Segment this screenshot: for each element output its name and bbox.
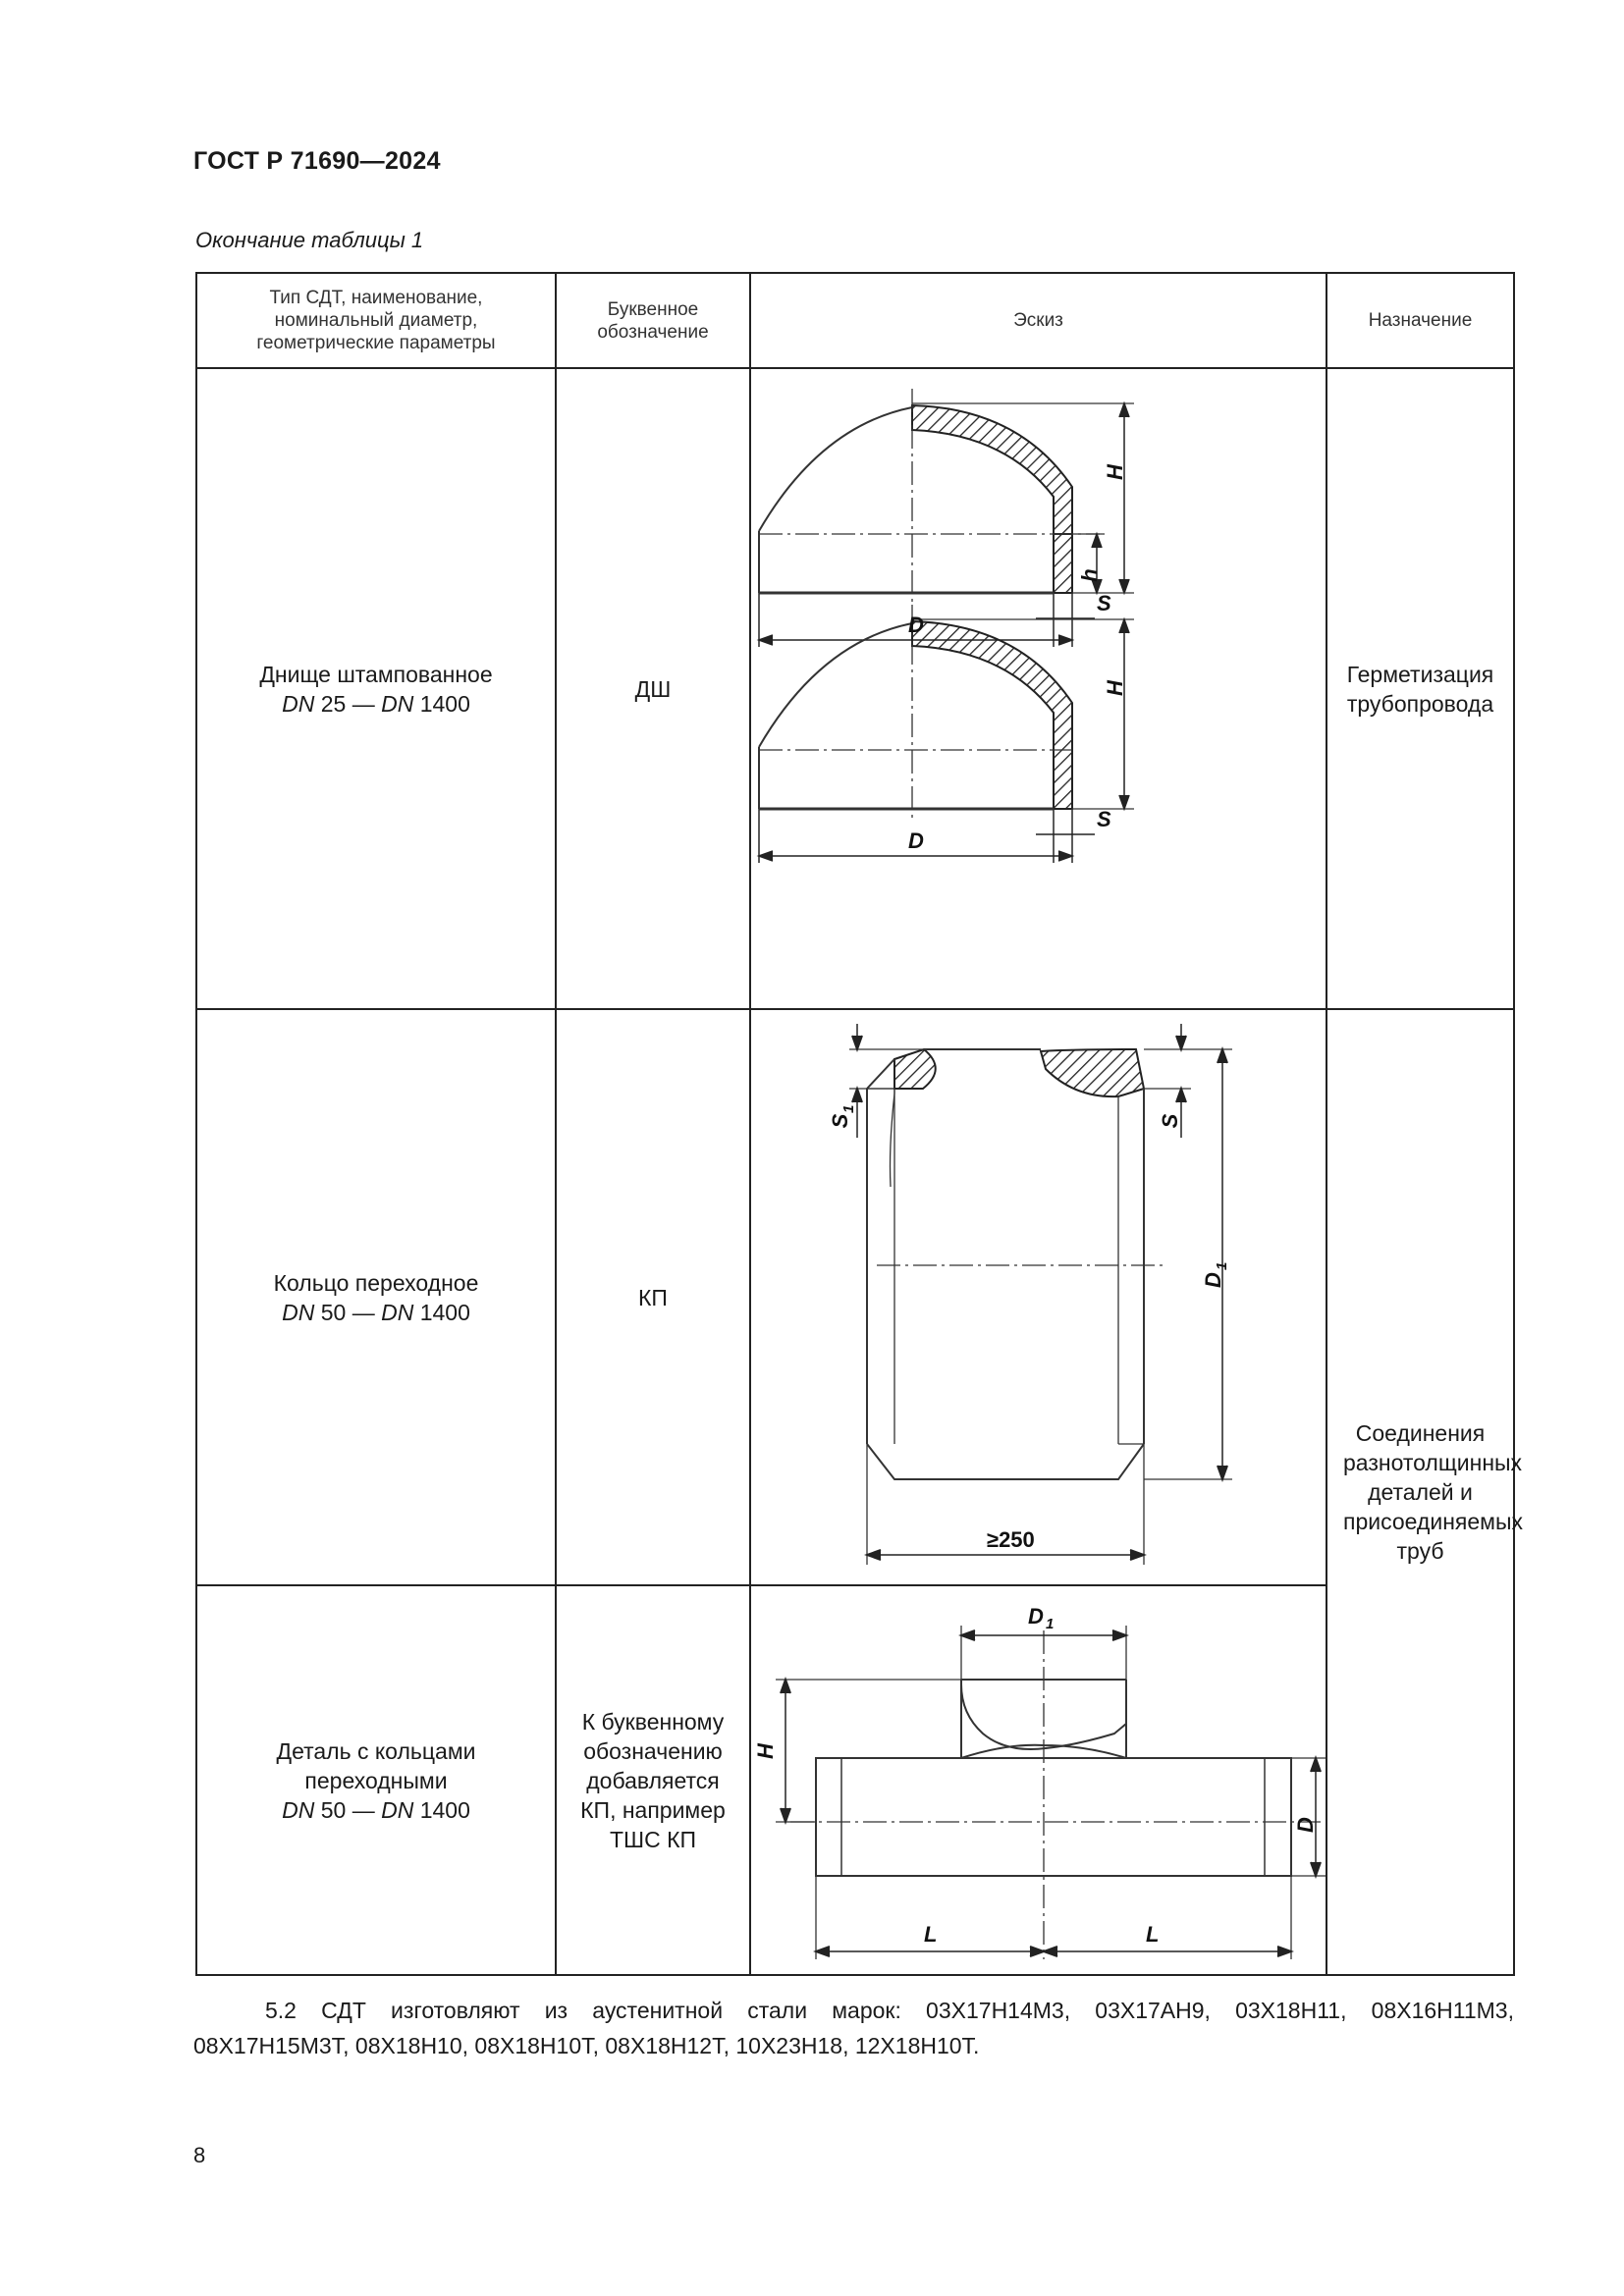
type-name: Деталь с кольцами переходными [276, 1737, 476, 1793]
ring-sketch [751, 1010, 1327, 1584]
table-row [196, 1009, 1514, 1585]
document-header: ГОСТ Р 71690—2024 [193, 147, 441, 175]
cap-drawing-1 [759, 389, 1134, 647]
svg-text:D: D [1028, 1604, 1044, 1629]
dn-range: DN 25 — DN 1400 [282, 690, 470, 717]
type-cell [196, 368, 556, 1009]
label-H: H [753, 1743, 778, 1759]
svg-text:S: S [828, 1113, 852, 1129]
label-D1 [1201, 1262, 1230, 1288]
table-row [196, 368, 1514, 1009]
type-cell [196, 1009, 556, 1585]
label-S-2: S [1097, 807, 1111, 831]
label-D: D [908, 613, 924, 637]
svg-text:1: 1 [1214, 1261, 1230, 1270]
sketch-cell [750, 1009, 1326, 1585]
col-header-purpose: Назначение [1326, 273, 1514, 368]
body-paragraph [193, 1993, 1514, 2063]
code-cell: КП [556, 1009, 750, 1585]
label-L-left: L [924, 1922, 938, 1947]
code-cell: ДШ [556, 368, 750, 1009]
label-L-right: L [1146, 1922, 1160, 1947]
col-header-type: Тип СДТ, наименование, номинальный диаметр, геометрические параметры [196, 273, 556, 368]
page-number: 8 [193, 2143, 206, 2167]
type-name: Днище штампованное [259, 661, 493, 687]
label-D-2: D [908, 828, 924, 853]
label-D: D [1293, 1817, 1318, 1833]
label-H-2: H [1103, 680, 1127, 696]
purpose-cell: Герметизация трубопровода [1326, 368, 1514, 1009]
table-caption: Окончание таблицы 1 [195, 228, 424, 252]
sketch-cell [750, 368, 1326, 1009]
paragraph-line-1: 5.2 СДТ изготовляют из аустенитной стали марок: 03Х17Н14М3, 03Х17АН9, 03Х18Н11, 08Х16Н11М3, [265, 1998, 1514, 2023]
label-S1 [828, 1105, 857, 1129]
spec-table [195, 272, 1523, 1976]
type-cell [196, 1585, 556, 1975]
cap-sketch [751, 369, 1327, 1008]
label-D1 [1028, 1604, 1054, 1632]
type-name: Кольцо переходное [273, 1269, 479, 1296]
code-cell: К буквенному обозначению добавляется КП, например ТШС КП [556, 1585, 750, 1975]
purpose-cell-shared: Соединения разнотолщинных деталей и присоединяемых труб [1326, 1009, 1514, 1975]
table-header-row [196, 273, 1514, 368]
col-header-sketch: Эскиз [750, 273, 1326, 368]
sketch-cell [750, 1585, 1326, 1975]
label-S: S [1158, 1113, 1182, 1129]
tee-sketch [751, 1586, 1327, 1974]
svg-text:D: D [1201, 1272, 1225, 1288]
paragraph-line-2: 08Х17Н15М3Т, 08Х18Н10, 08Х18Н10Т, 08Х18Н12Т, 10Х23Н18, 12Х18Н10Т. [193, 2033, 980, 2058]
label-min-length: ≥250 [987, 1527, 1035, 1552]
label-h: h [1077, 568, 1102, 582]
svg-text:1: 1 [840, 1104, 857, 1113]
table-row [196, 1585, 1514, 1975]
dn-range: DN 50 — DN 1400 [282, 1299, 470, 1325]
cap-drawing-2 [759, 605, 1134, 863]
dn-range: DN 50 — DN 1400 [282, 1796, 470, 1823]
svg-text:1: 1 [1046, 1616, 1055, 1632]
label-H: H [1103, 464, 1127, 480]
col-header-code: Буквенное обозначение [556, 273, 750, 368]
label-S: S [1097, 591, 1111, 615]
